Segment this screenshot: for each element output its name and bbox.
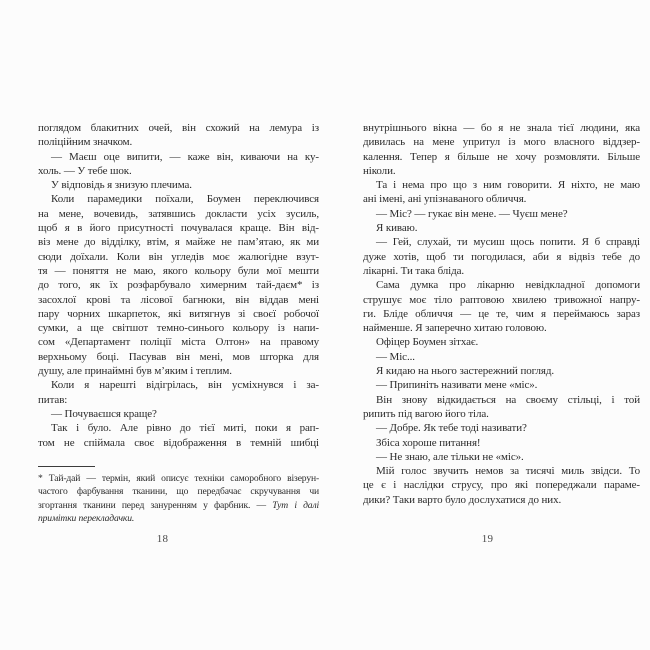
text-line: щоб я в його присутності почувалася краще. Він від- [38, 222, 319, 235]
footnote-text: згортання тканини перед зануренням у фарбник. — [38, 499, 273, 511]
text-line: на мене, вочевидь, затявшись докласти усіх зусиль, [38, 207, 319, 220]
text-line: сюди доїхали. Коли він угледів моє жалюгідне взут- [38, 250, 319, 263]
text-line: Та і нема про що з ним говорити. Я ніхто, не маю [376, 179, 640, 192]
text-line: верхньому боці. Пасував він мені, мов шторка для [38, 350, 319, 363]
text-line: калення. Тепер я більше не хочу розмовляти. Більше [363, 150, 640, 163]
text-line: Офіцер Боумен зітхає. [376, 336, 479, 349]
text-line: ги. Бліде обличчя — це те, чим я переймаюсь зараз [363, 307, 640, 320]
text-line: — Міс? — гукає він мене. — Чуєш мене? [376, 207, 568, 220]
text-line: Коли я нарешті відігрілась, він усміхнувся і за- [51, 379, 319, 392]
text-line: поліційним значком. [38, 136, 133, 149]
text-line: Я кидаю на нього застережний погляд. [376, 365, 555, 378]
footnote-line [38, 499, 319, 512]
text-line: Сама думка про лікарню невідкладної допомоги [376, 279, 640, 292]
text-line: питав: [38, 393, 68, 406]
right-page-text-column [363, 121, 640, 507]
text-line: дики? Таки варто було дослухатися до них. [363, 493, 562, 506]
footnote-italic-text: примітки перекладачки. [38, 513, 135, 525]
text-line: тя — поняття не маю, якого кольору були мої мешти [38, 264, 319, 277]
text-line: — Не знаю, але тільки не «міс». [376, 450, 524, 463]
text-line: У відповідь я знизую плечима. [51, 179, 192, 192]
text-line: — Маєш оце випити, — каже він, киваючи на ку- [51, 150, 319, 163]
text-line: том не спіймала своє відображення в темній шибці [38, 436, 319, 449]
text-line: — Добре. Як тебе тоді називати? [376, 422, 527, 435]
text-line: ніколи. [363, 164, 396, 177]
text-line: Він знову відкидається на своєму стільці, і той [376, 393, 640, 406]
text-line: поглядом блакитних очей, він схожий на лемура із [38, 122, 319, 134]
text-line: сом «Департамент поліції міста Олтон» на правому [38, 336, 319, 349]
text-line: до того, як їх розфарбувало химерним тай-даєм* із [38, 279, 319, 292]
text-line: сумки, а ще світшот темно-синього кольору із напи- [38, 322, 319, 335]
text-line: струшує моє тіло раптовою хвилею тривожної напру- [363, 293, 640, 306]
footnote-divider [38, 466, 95, 467]
text-line: — Припиніть називати мене «міс». [376, 379, 538, 392]
text-line: внутрішнього вікна — бо я не знала тієї людини, яка [363, 122, 640, 134]
footnote-italic-text: Тут і далі [272, 499, 319, 511]
footnote-text: * Тай-дай — термін, який описує техніки саморобного візерун- [38, 473, 319, 484]
left-page-text-column [38, 121, 319, 450]
text-line: дуже хотів, щоб ти погодилася, аби я відвіз тебе до [363, 250, 640, 263]
text-line: пару чорних шкарпеток, які витягнув зі своєї робочої [38, 307, 319, 320]
page-number-right: 19 [481, 533, 494, 545]
footnote-text: частого фарбування тканини, що передбачає скручування чи [38, 486, 319, 498]
text-line: найменше. Я заперечно хитаю головою. [363, 322, 547, 335]
text-line: віз мене до відділку, втім, я майже не пам’ятаю, як ми [38, 236, 319, 249]
text-line: Так і було. Але рівно до тієї миті, поки я рап- [51, 422, 319, 435]
text-line: душу, але принаймні був м’яким і теплим. [38, 365, 232, 378]
text-line: дивилась на мене упритул із мого власного віддзер- [363, 136, 640, 149]
footnote [38, 472, 319, 526]
page-number-left: 18 [156, 533, 169, 545]
text-line: Я киваю. [376, 222, 418, 235]
text-line: холь. — У тебе шок. [38, 164, 132, 177]
text-line: рипить під вагою його тіла. [363, 407, 489, 420]
text-line: Збіса хороше питання! [376, 436, 481, 449]
text-line: лікарні. Ти така бліда. [363, 264, 465, 277]
text-line: Коли парамедики поїхали, Боумен переключився [51, 193, 319, 206]
footnote-line [38, 472, 319, 485]
text-line: це є і наслідки струсу, про які попереджали параме- [363, 479, 640, 492]
text-line: засохлої крові та лісової багнюки, він віддав мені [38, 293, 319, 306]
text-line: Мій голос звучить немов за тисячі миль звідси. То [376, 465, 640, 478]
footnote-line [38, 512, 319, 525]
text-line: — Міс... [376, 350, 415, 363]
text-line: — Почуваєшся краще? [51, 407, 157, 420]
text-line: — Гей, слухай, ти мусиш щось попити. Я б справді [376, 236, 640, 249]
text-line: ані імені, ані упізнаваного обличчя. [363, 193, 527, 206]
footnote-line [38, 485, 319, 498]
